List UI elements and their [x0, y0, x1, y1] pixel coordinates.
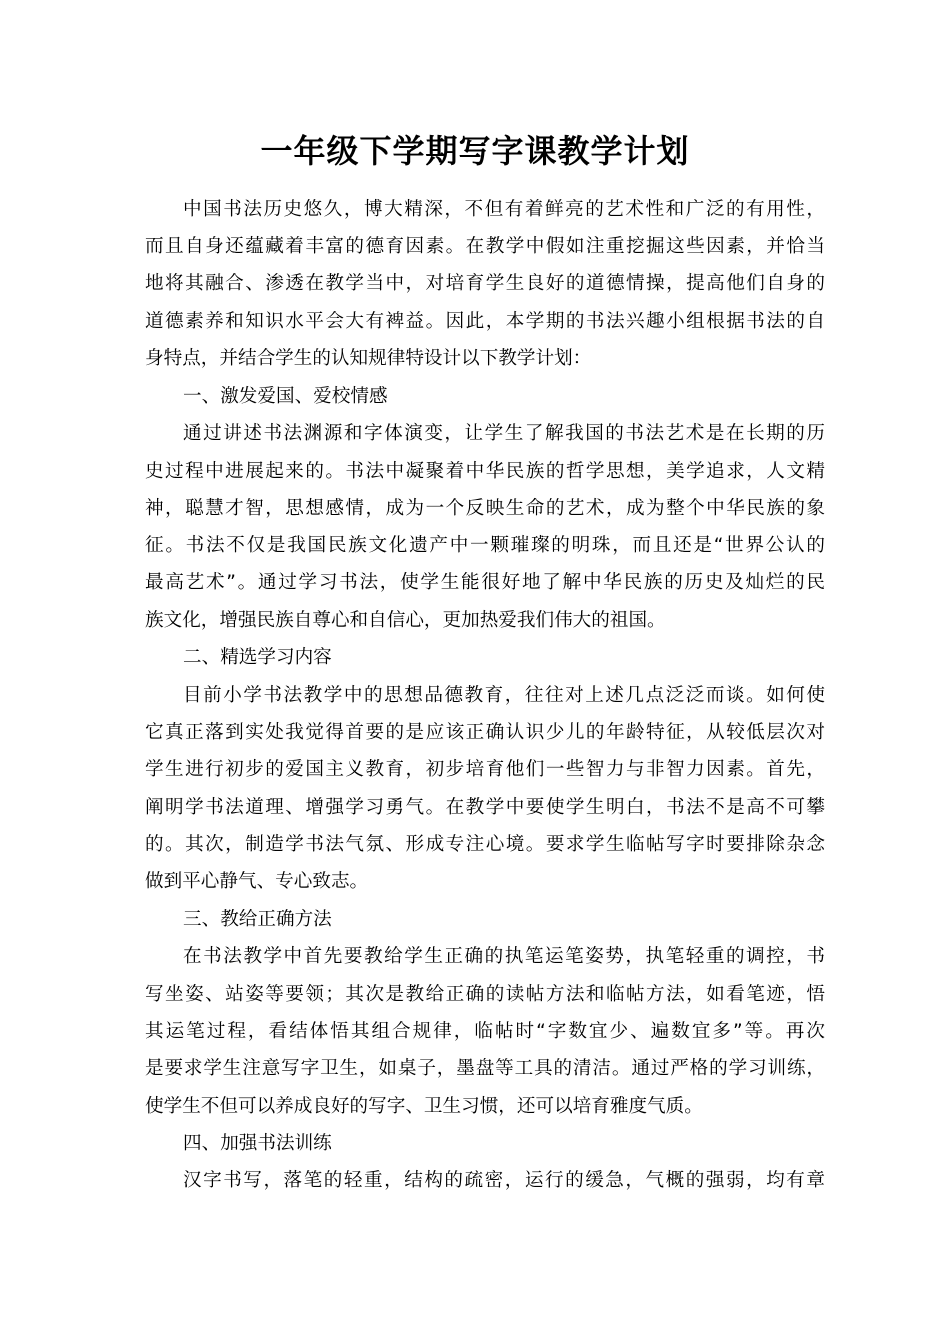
text-line: 在书法教学中首先要教给学生正确的执笔运笔姿势，执笔轻重的调控，书 [183, 946, 825, 967]
section-heading: 二、精选学习内容 [183, 647, 332, 668]
text-line: 史过程中进展起来的。书法中凝聚着中华民族的哲学思想，美学追求，人文精 [145, 461, 825, 482]
page-title: 一年级下学期写字课教学计划 [260, 132, 690, 170]
text-line: 而且自身还蕴藏着丰富的德育因素。在教学中假如注重挖掘这些因素，并恰当 [145, 236, 825, 257]
text-line: 是要求学生注意写字卫生，如桌子，墨盘等工具的清洁。通过严格的学习训练， [145, 1058, 825, 1079]
text-line: 身特点，并结合学生的认知规律特设计以下教学计划： [145, 348, 592, 369]
text-line: 学生进行初步的爱国主义教育，初步培育他们一些智力与非智力因素。首先， [145, 759, 825, 780]
text-line: 中国书法历史悠久，博大精深，不但有着鲜亮的艺术性和广泛的有用性， [183, 199, 825, 220]
text-line: 做到平心静气、专心致志。 [145, 871, 369, 892]
text-line: 其运笔过程，看结体悟其组合规律，临帖时“字数宜少、遍数宜多”等。再次 [145, 1021, 825, 1042]
text-line: 目前小学书法教学中的思想品德教育，往往对上述几点泛泛而谈。如何使 [183, 685, 825, 706]
section-heading: 三、教给正确方法 [183, 909, 332, 930]
text-line: 的。其次，制造学书法气氛、形成专注心境。要求学生临帖写字时要排除杂念 [145, 834, 825, 855]
text-line: 族文化，增强民族自尊心和自信心，更加热爱我们伟大的祖国。 [145, 610, 666, 631]
text-line: 使学生不但可以养成良好的写字、卫生习惯，还可以培育雅度气质。 [145, 1096, 703, 1117]
text-line: 道德素养和知识水平会大有裨益。因此，本学期的书法兴趣小组根据书法的自 [145, 311, 825, 332]
text-line: 最高艺术”。通过学习书法，使学生能很好地了解中华民族的历史及灿烂的民 [145, 572, 825, 593]
text-line: 它真正落到实处我觉得首要的是应该正确认识少儿的年龄特征，从较低层次对 [145, 722, 825, 743]
text-line: 阐明学书法道理、增强学习勇气。在教学中要使学生明白，书法不是高不可攀 [145, 797, 825, 818]
text-line: 神，聪慧才智，思想感情，成为一个反映生命的艺术，成为整个中华民族的象 [145, 498, 825, 519]
text-line: 写坐姿、站姿等要领；其次是教给正确的读帖方法和临帖方法，如看笔迹，悟 [145, 984, 825, 1005]
text-line: 征。书法不仅是我国民族文化遗产中一颗璀璨的明珠，而且还是“世界公认的 [145, 535, 825, 556]
text-line: 汉字书写，落笔的轻重，结构的疏密，运行的缓急，气概的强弱，均有章 [183, 1170, 825, 1191]
text-line: 地将其融合、渗透在教学当中，对培育学生良好的道德情操，提高他们自身的 [145, 273, 825, 294]
text-line: 通过讲述书法渊源和字体演变，让学生了解我国的书法艺术是在长期的历 [183, 423, 825, 444]
section-heading: 四、加强书法训练 [183, 1133, 332, 1154]
section-heading: 一、激发爱国、爱校情感 [183, 386, 388, 407]
